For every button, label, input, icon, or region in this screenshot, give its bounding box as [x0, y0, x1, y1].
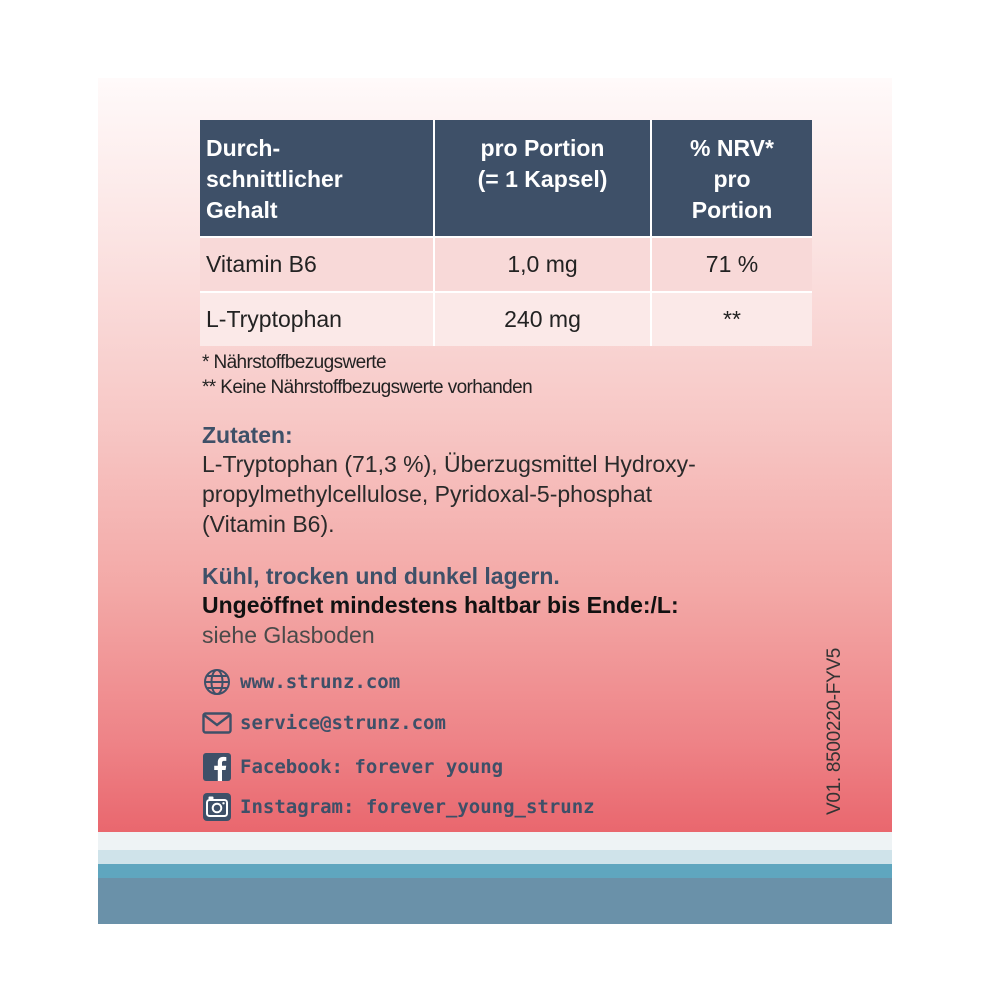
bottom-stripe-slate — [98, 878, 892, 924]
ingredients-title: Zutaten: — [202, 422, 293, 448]
bottom-stripe-pale-blue — [98, 850, 892, 864]
globe-icon — [202, 667, 232, 697]
table-row — [200, 237, 812, 292]
version-code: V01. 8500220-FYV5 — [824, 647, 845, 815]
table-row — [200, 292, 812, 346]
email-link[interactable]: service@strunz.com — [240, 712, 446, 734]
website-link[interactable]: www.strunz.com — [240, 671, 401, 693]
footnote-no-nrv: ** Keine Nährstoffbezugswerte vorhanden — [202, 377, 533, 398]
contact-email[interactable] — [202, 709, 446, 737]
storage-instruction: Kühl, trocken und dunkel lagern. — [202, 563, 560, 589]
bottom-stripe-light — [98, 832, 892, 850]
mail-icon — [202, 708, 232, 738]
best-before-location: siehe Glasboden — [202, 622, 375, 648]
instagram-link[interactable]: Instagram: forever_young_strunz — [240, 796, 595, 818]
contact-facebook[interactable] — [202, 753, 503, 781]
nutrient-amount: 240 mg — [434, 292, 651, 346]
nutrition-table — [200, 120, 812, 346]
nutrient-name: Vitamin B6 — [200, 237, 434, 292]
nutrient-name: L-Tryptophan — [200, 292, 434, 346]
ingredients-line: (Vitamin B6). — [202, 511, 335, 537]
facebook-link[interactable]: Facebook: forever young — [240, 756, 504, 778]
header-per-portion: pro Portion (= 1 Kapsel) — [434, 120, 651, 237]
footnote-nrv: * Nährstoffbezugswerte — [202, 352, 386, 373]
header-average-content: Durch- schnittlicher Gehalt — [200, 120, 434, 237]
nutrient-nrv: ** — [651, 292, 812, 346]
ingredients-line: L-Tryptophan (71,3 %), Überzugsmittel Hydroxy- — [202, 451, 696, 477]
bottom-stripe-teal — [98, 864, 892, 878]
nutrition-table-header — [200, 120, 812, 237]
contact-website[interactable] — [202, 668, 400, 696]
nutrient-amount: 1,0 mg — [434, 237, 651, 292]
nutrient-nrv: 71 % — [651, 237, 812, 292]
instagram-icon — [202, 792, 232, 822]
ingredients-line: propylmethylcellulose, Pyridoxal-5-phosphat — [202, 481, 653, 507]
best-before-label: Ungeöffnet mindestens haltbar bis Ende:/L: — [202, 592, 679, 618]
facebook-icon — [202, 752, 232, 782]
contact-instagram[interactable] — [202, 793, 595, 821]
header-nrv: % NRV* pro Portion — [651, 120, 812, 237]
